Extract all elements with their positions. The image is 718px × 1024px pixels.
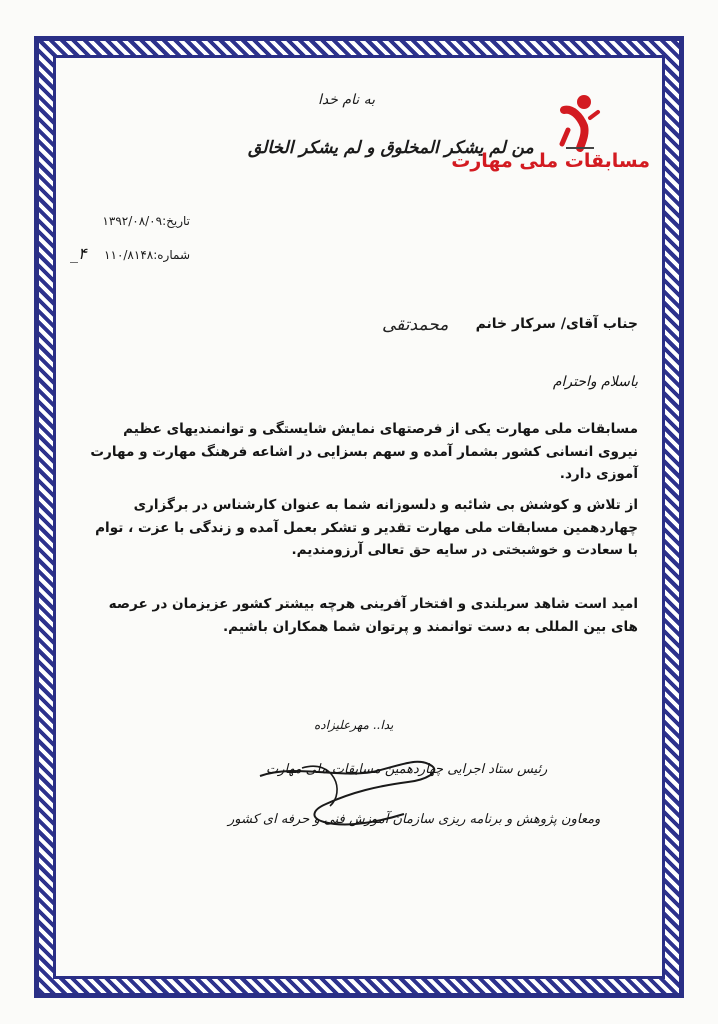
signer-name: یدا.. مهرعلیزاده xyxy=(314,718,394,732)
recipient-name: محمدتقی xyxy=(382,315,449,335)
signer-role: رئیس ستاد اجرایی چهاردهمین مسابقات ملی مهارت xyxy=(266,762,548,777)
top-invocation: به نام خدا xyxy=(318,92,376,108)
hadith-heading: من لم یشکر المخلوق و لم یشکر الخالق xyxy=(248,138,534,158)
signer-role-2: ومعاون پژوهش و برنامه ریزی سازمان آموزش فنی و حرفه ای کشور xyxy=(228,812,601,827)
greeting: باسلام واحترام xyxy=(552,374,638,390)
skill-figure-icon xyxy=(546,92,610,154)
body-paragraph-1: مسابقات ملی مهارت یکی از فرصتهای نمایش شایستگی و توانمندیهای عظیم نیروی انسانی کشور بشمار آمده و سهم بسزایی در اشاعه فرهنگ مهارت و مهارت آموزی دارد. xyxy=(90,421,638,482)
letter-number: شماره:۱۱۰/۸۱۴۸ xyxy=(104,248,190,262)
salutation: جناب آقای/ سرکار خانم xyxy=(475,316,638,332)
letter-date: تاریخ:۱۳۹۲/۰۸/۰۹ xyxy=(102,214,190,228)
body-paragraph-2: از تلاش و کوشش بی شائبه و دلسوزانه شما به عنوان کارشناس در برگزاری چهاردهمین مسابقات ملی مهارت تقدیر و تشکر بعمل آمده و زندگی با عزت ، توام با سعادت و خوشبختی در سایه حق تعالی آرزومندیم. xyxy=(95,497,638,558)
signature-block xyxy=(220,718,601,838)
competition-logo xyxy=(451,92,650,184)
number-suffix: _۴ xyxy=(70,244,87,263)
body-paragraph-3: امید است شاهد سربلندی و افتخار آفرینی هرچه بیشتر کشور عزیزمان در عرصه های بین المللی به دست توانمند و پرتوان شما همکاران باشیم. xyxy=(108,596,638,635)
logo-text: مسابقات ملی مهارت xyxy=(451,150,650,172)
